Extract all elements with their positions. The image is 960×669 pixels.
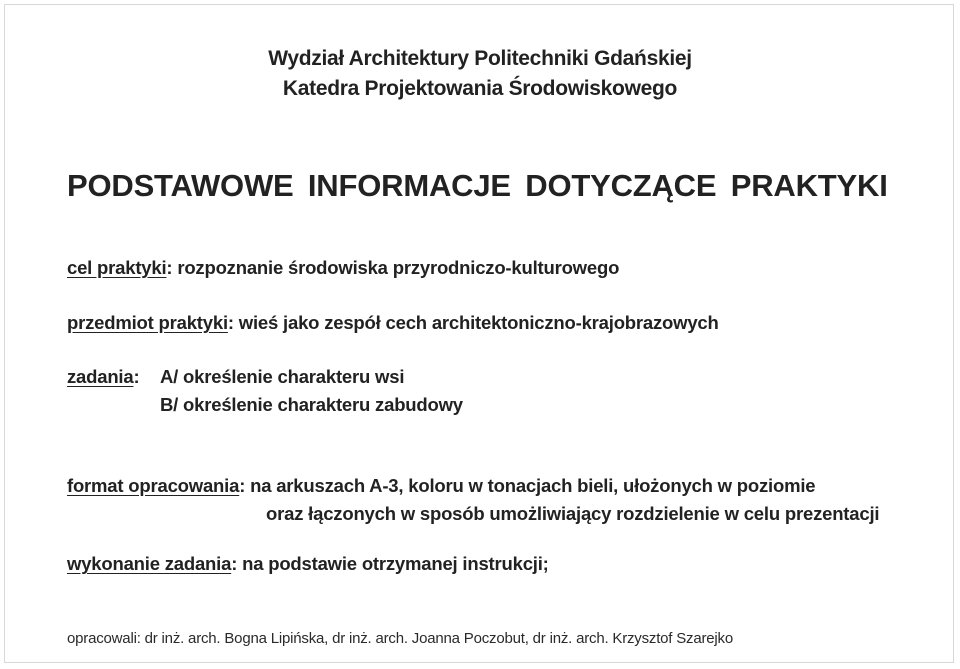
tasks-label: zadania xyxy=(67,366,134,387)
format-separator: : xyxy=(239,475,251,496)
goal-text: rozpoznanie środowiska przyrodniczo-kulturowego xyxy=(177,257,620,278)
subject-label: przedmiot praktyki xyxy=(67,312,228,333)
format-text-line2: oraz łączonych w sposób umożliwiający rozdzielenie w celu prezentacji xyxy=(266,503,880,524)
format-row xyxy=(67,475,815,497)
task-item-a: A/ określenie charakteru wsi xyxy=(160,366,405,387)
subject-separator: : xyxy=(227,312,239,333)
execution-text: na podstawie otrzymanej instrukcji; xyxy=(242,553,549,574)
execution-row xyxy=(67,553,549,575)
faculty-name: Wydział Architektury Politechniki Gdańskiej xyxy=(268,47,692,70)
goal-label: cel praktyki xyxy=(67,257,167,278)
format-label: format opracowania xyxy=(67,475,240,496)
institution-header xyxy=(0,44,960,104)
task-item-b: B/ określenie charakteru zabudowy xyxy=(160,394,463,415)
subject-text: wieś jako zespół cech architektoniczno-krajobrazowych xyxy=(238,312,719,333)
goal-separator: : xyxy=(166,257,178,278)
subject-row xyxy=(67,312,719,334)
tasks-separator: : xyxy=(133,366,140,387)
tasks-row xyxy=(67,366,139,388)
format-text-line1: na arkuszach A-3, koloru w tonacjach bieli, ułożonych w poziomie xyxy=(250,475,816,496)
goal-row xyxy=(67,257,619,279)
department-name: Katedra Projektowania Środowiskowego xyxy=(282,77,678,100)
authors-footer: opracowali: dr inż. arch. Bogna Lipińska, dr inż. arch. Joanna Poczobut, dr inż. arch. Krzysztof Szarejko xyxy=(67,630,733,647)
execution-label: wykonanie zadania xyxy=(67,553,232,574)
page-title: PODSTAWOWE INFORMACJE DOTYCZĄCE PRAKTYKI xyxy=(67,168,888,203)
execution-separator: : xyxy=(231,553,243,574)
